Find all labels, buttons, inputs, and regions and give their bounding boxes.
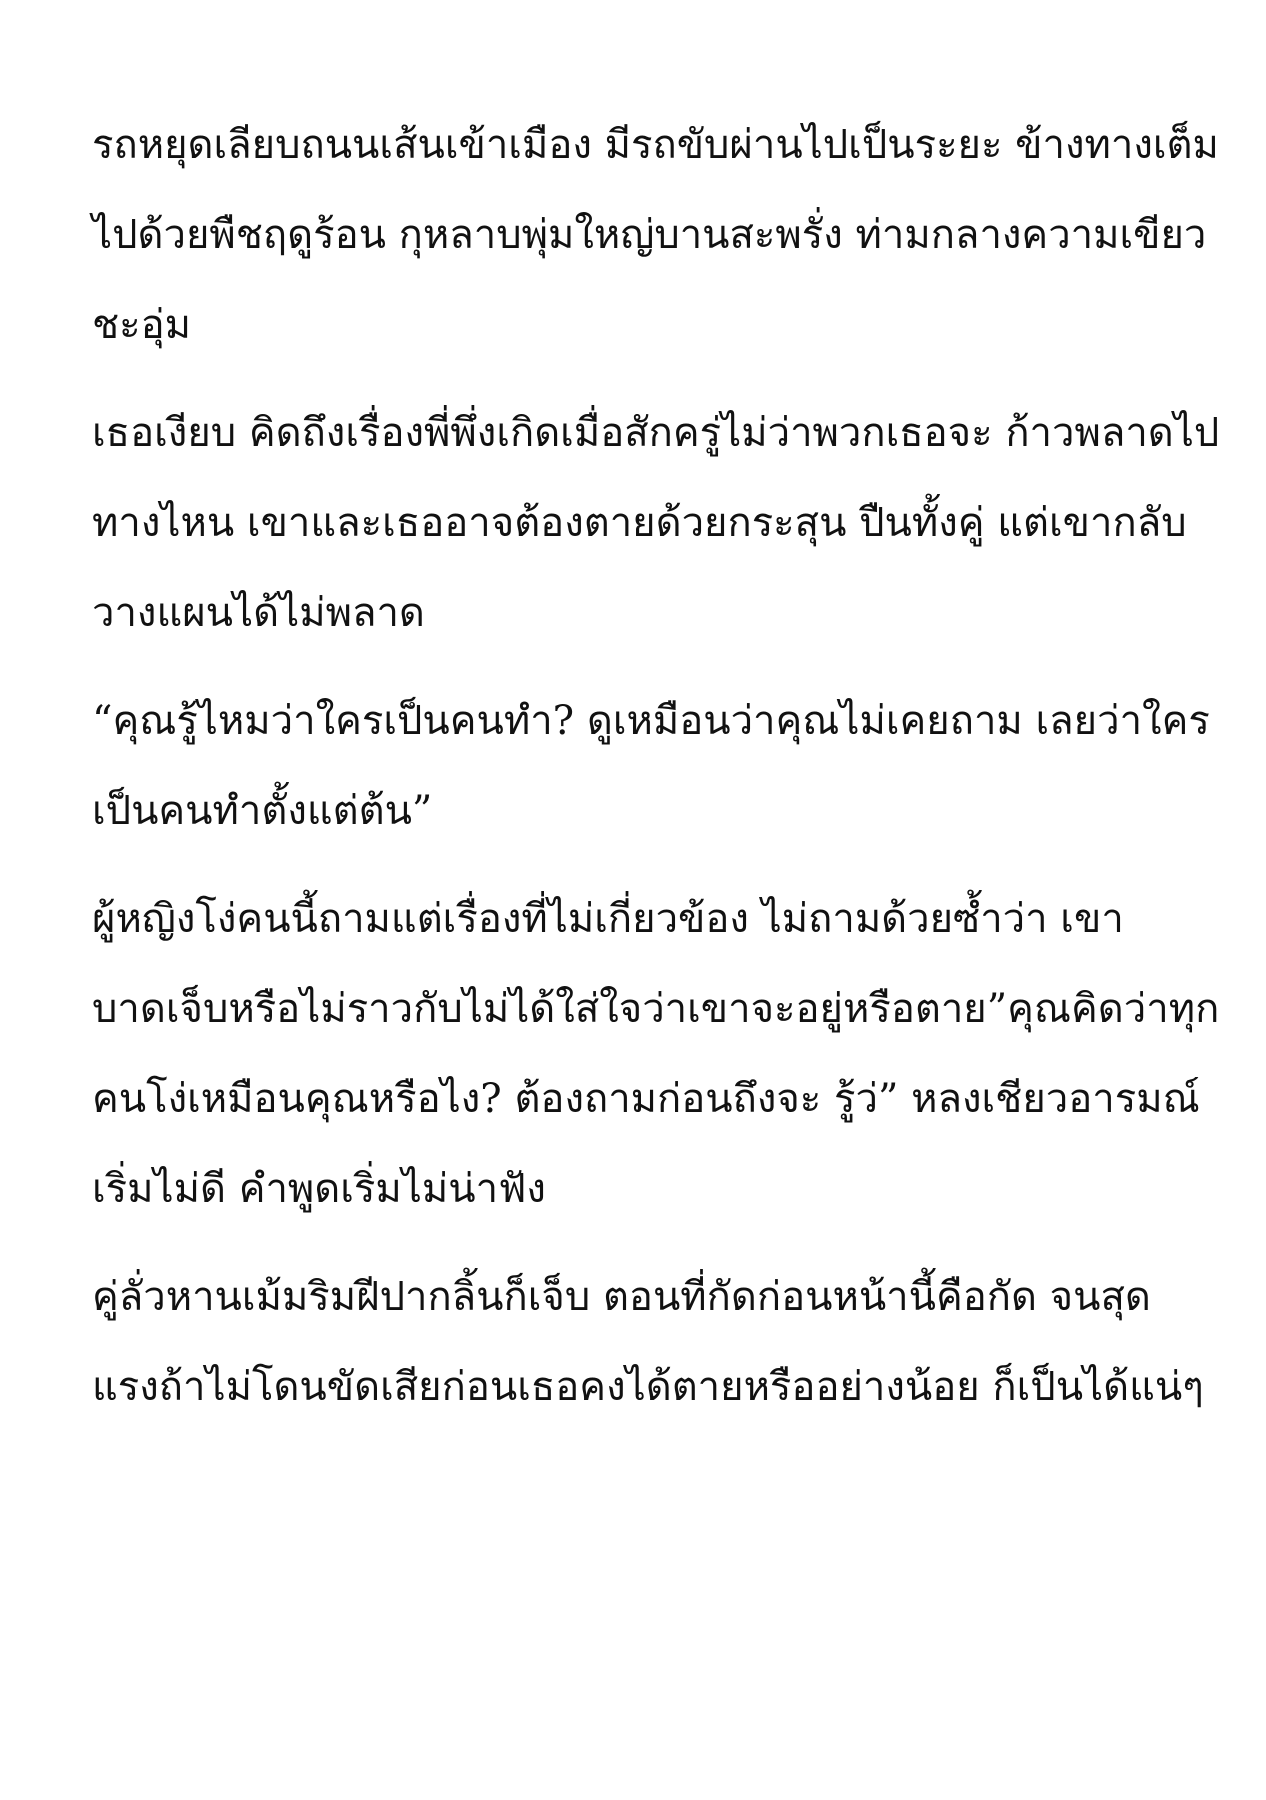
text-line: รถหยุดเลียบถนนเส้นเข้าเมือง มีรถขับผ่านไปเป็นระยะ ข้างทางเต็ม [92,122,1219,168]
text-line: เริ่มไม่ดี คำพูดเริ่มไม่น่าฟัง [92,1166,546,1212]
text-line: ไปด้วยพืชฤดูร้อน กุหลาบพุ่มใหญ่บานสะพรั่ง ท่ามกลางความเขียว [92,212,1207,258]
text-line: เธอเงียบ คิดถึงเรื่องพี่พึ่งเกิดเมื่อสักครู่ไม่ว่าพวกเธอจะ ก้าวพลาดไป [92,410,1220,456]
text-line: ทางไหน เขาและเธออาจต้องตายด้วยกระสุน ปืนทั้งคู่ แต่เขากลับ [92,500,1187,546]
paragraph-4 [92,874,1220,1234]
text-line: “คุณรู้ไหมว่าใครเป็นคนทำ? ดูเหมือนว่าคุณไม่เคยถาม เลยว่าใคร [92,698,1210,744]
text-line: คู่ลั่วหานเม้มริมฝีปากลิ้นก็เจ็บ ตอนที่กัดก่อนหน้านี้คือกัด จนสุด [92,1274,1151,1320]
text-line: ผู้หญิงโง่คนนี้ถามแต่เรื่องที่ไม่เกี่ยวข้อง ไม่ถามด้วยซ้ำว่า เขา [92,896,1124,942]
text-line: ชะอุ่ม [92,302,192,348]
text-line: วางแผนได้ไม่พลาด [92,590,425,636]
paragraph-2 [92,388,1220,658]
paragraph-3 [92,676,1210,856]
text-line: แรงถ้าไม่โดนขัดเสียก่อนเธอคงได้ตายหรืออย่างน้อย ก็เป็นได้แน่ๆ [92,1364,1204,1410]
paragraph-1 [92,100,1219,370]
text-line: คนโง่เหมือนคุณหรือไง? ต้องถามก่อนถึงจะ รู้ว่” หลงเชียวอารมณ์ [92,1076,1200,1122]
text-line: เป็นคนทำตั้งแต่ต้น” [92,788,433,834]
paragraph-5 [92,1252,1204,1432]
document-body [92,100,1220,1450]
text-line: บาดเจ็บหรือไม่ราวกับไม่ได้ใส่ใจว่าเขาจะอยู่หรือตาย”คุณคิดว่าทุก [92,986,1220,1032]
